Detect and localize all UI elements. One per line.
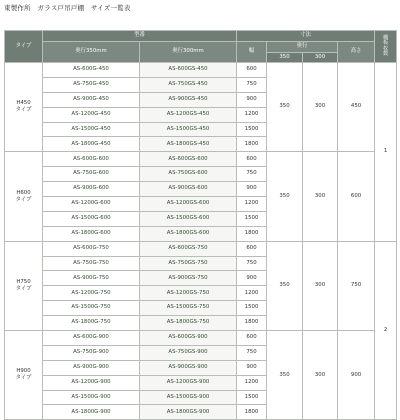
table-row bbox=[5, 63, 397, 78]
model-350-cell: AS-900G-900 bbox=[43, 360, 140, 375]
model-300-cell: AS-750GS-750 bbox=[140, 256, 237, 271]
model-300-cell: AS-600GS-450 bbox=[140, 63, 237, 78]
table-body bbox=[5, 63, 397, 420]
depth-350-cell: 350 bbox=[267, 331, 303, 420]
width-cell: 1500 bbox=[237, 122, 267, 137]
table-row bbox=[5, 241, 397, 256]
model-350-cell: AS-1200G-750 bbox=[43, 286, 140, 301]
model-300-cell: AS-900GS-900 bbox=[140, 360, 237, 375]
model-300-cell: AS-900GS-750 bbox=[140, 271, 237, 286]
type-cell bbox=[5, 63, 43, 152]
width-cell: 1200 bbox=[237, 286, 267, 301]
width-cell: 1500 bbox=[237, 301, 267, 316]
model-300-cell: AS-750GS-450 bbox=[140, 77, 237, 92]
width-cell: 1800 bbox=[237, 137, 267, 152]
header-height: 高さ bbox=[338, 42, 375, 63]
width-cell: 600 bbox=[237, 331, 267, 346]
depth-300-cell: 300 bbox=[303, 331, 338, 420]
model-350-cell: AS-600G-450 bbox=[43, 63, 140, 78]
model-300-cell: AS-1800GS-600 bbox=[140, 226, 237, 241]
width-cell: 1800 bbox=[237, 226, 267, 241]
depth-300-cell: 300 bbox=[303, 152, 338, 241]
model-350-cell: AS-1800G-900 bbox=[43, 405, 140, 420]
table-row bbox=[5, 331, 397, 346]
header-depth-350: 奥行350mm bbox=[43, 42, 140, 63]
model-300-cell: AS-1500GS-600 bbox=[140, 211, 237, 226]
shelf-count-cell: 2 bbox=[375, 241, 397, 420]
model-300-cell: AS-1800GS-900 bbox=[140, 405, 237, 420]
model-350-cell: AS-1200G-450 bbox=[43, 107, 140, 122]
model-350-cell: AS-1500G-900 bbox=[43, 390, 140, 405]
model-300-cell: AS-600GS-600 bbox=[140, 152, 237, 167]
size-table bbox=[4, 30, 397, 420]
header-depth-a: 350 bbox=[267, 53, 303, 63]
shelf-count-cell: 1 bbox=[375, 63, 397, 242]
width-cell: 750 bbox=[237, 167, 267, 182]
width-cell: 900 bbox=[237, 182, 267, 197]
model-300-cell: AS-1800GS-450 bbox=[140, 137, 237, 152]
header-shelf-count: 棚 板 枚 数 bbox=[375, 31, 397, 63]
model-350-cell: AS-750G-600 bbox=[43, 167, 140, 182]
model-300-cell: AS-1200GS-600 bbox=[140, 197, 237, 212]
width-cell: 750 bbox=[237, 345, 267, 360]
depth-350-cell: 350 bbox=[267, 63, 303, 152]
model-300-cell: AS-1200GS-900 bbox=[140, 375, 237, 390]
model-350-cell: AS-900G-600 bbox=[43, 182, 140, 197]
header-model: 型番 bbox=[43, 31, 237, 42]
model-300-cell: AS-1200GS-450 bbox=[140, 107, 237, 122]
width-cell: 750 bbox=[237, 77, 267, 92]
width-cell: 1800 bbox=[237, 316, 267, 331]
type-suffix: タイプ bbox=[15, 375, 32, 382]
model-350-cell: AS-1800G-450 bbox=[43, 137, 140, 152]
model-350-cell: AS-600G-600 bbox=[43, 152, 140, 167]
model-300-cell: AS-600GS-750 bbox=[140, 241, 237, 256]
model-300-cell: AS-1500GS-450 bbox=[140, 122, 237, 137]
type-cell bbox=[5, 152, 43, 241]
model-350-cell: AS-1500G-600 bbox=[43, 211, 140, 226]
header-width: 幅 bbox=[237, 42, 267, 63]
header-type: タイプ bbox=[5, 31, 43, 63]
model-350-cell: AS-1800G-600 bbox=[43, 226, 140, 241]
width-cell: 900 bbox=[237, 360, 267, 375]
width-cell: 900 bbox=[237, 271, 267, 286]
model-350-cell: AS-600G-900 bbox=[43, 331, 140, 346]
width-cell: 1500 bbox=[237, 390, 267, 405]
model-350-cell: AS-600G-750 bbox=[43, 241, 140, 256]
height-cell: 450 bbox=[338, 63, 375, 152]
model-350-cell: AS-1800G-750 bbox=[43, 316, 140, 331]
width-cell: 1200 bbox=[237, 197, 267, 212]
depth-300-cell: 300 bbox=[303, 241, 338, 330]
type-suffix: タイプ bbox=[15, 107, 32, 114]
width-cell: 1800 bbox=[237, 405, 267, 420]
width-cell: 600 bbox=[237, 152, 267, 167]
type-name: H900 bbox=[16, 368, 31, 375]
height-cell: 750 bbox=[338, 241, 375, 330]
width-cell: 750 bbox=[237, 256, 267, 271]
header-depth: 奥行 bbox=[267, 42, 338, 53]
type-suffix: タイプ bbox=[15, 196, 32, 203]
page-title: 東製作所 ガラス戸吊戸棚 サイズ一覧表 bbox=[4, 4, 131, 12]
type-name: H600 bbox=[16, 189, 31, 196]
depth-300-cell: 300 bbox=[303, 63, 338, 152]
depth-350-cell: 350 bbox=[267, 241, 303, 330]
type-suffix: タイプ bbox=[15, 285, 32, 292]
height-cell: 600 bbox=[338, 152, 375, 241]
model-300-cell: AS-1800GS-750 bbox=[140, 316, 237, 331]
model-350-cell: AS-900G-750 bbox=[43, 271, 140, 286]
width-cell: 600 bbox=[237, 63, 267, 78]
width-cell: 900 bbox=[237, 92, 267, 107]
type-cell bbox=[5, 241, 43, 330]
type-cell bbox=[5, 331, 43, 420]
model-350-cell: AS-750G-750 bbox=[43, 256, 140, 271]
model-350-cell: AS-1200G-900 bbox=[43, 375, 140, 390]
model-350-cell: AS-1500G-450 bbox=[43, 122, 140, 137]
height-cell: 900 bbox=[338, 331, 375, 420]
model-350-cell: AS-750G-900 bbox=[43, 345, 140, 360]
model-300-cell: AS-900GS-450 bbox=[140, 92, 237, 107]
depth-350-cell: 350 bbox=[267, 152, 303, 241]
width-cell: 1200 bbox=[237, 375, 267, 390]
model-300-cell: AS-1500GS-750 bbox=[140, 301, 237, 316]
model-300-cell: AS-600GS-900 bbox=[140, 331, 237, 346]
model-350-cell: AS-1500G-750 bbox=[43, 301, 140, 316]
model-300-cell: AS-1200GS-750 bbox=[140, 286, 237, 301]
model-350-cell: AS-900G-450 bbox=[43, 92, 140, 107]
model-300-cell: AS-900GS-600 bbox=[140, 182, 237, 197]
header-dimensions: 寸法 bbox=[237, 31, 375, 42]
width-cell: 1500 bbox=[237, 211, 267, 226]
model-300-cell: AS-750GS-900 bbox=[140, 345, 237, 360]
table-row bbox=[5, 152, 397, 167]
model-350-cell: AS-1200G-600 bbox=[43, 197, 140, 212]
model-300-cell: AS-1500GS-900 bbox=[140, 390, 237, 405]
width-cell: 1200 bbox=[237, 107, 267, 122]
type-name: H750 bbox=[16, 279, 31, 286]
header-depth-b: 300 bbox=[303, 53, 338, 63]
type-name: H450 bbox=[16, 100, 31, 107]
header-depth-300: 奥行300mm bbox=[140, 42, 237, 63]
model-350-cell: AS-750G-450 bbox=[43, 77, 140, 92]
width-cell: 600 bbox=[237, 241, 267, 256]
model-300-cell: AS-750GS-600 bbox=[140, 167, 237, 182]
